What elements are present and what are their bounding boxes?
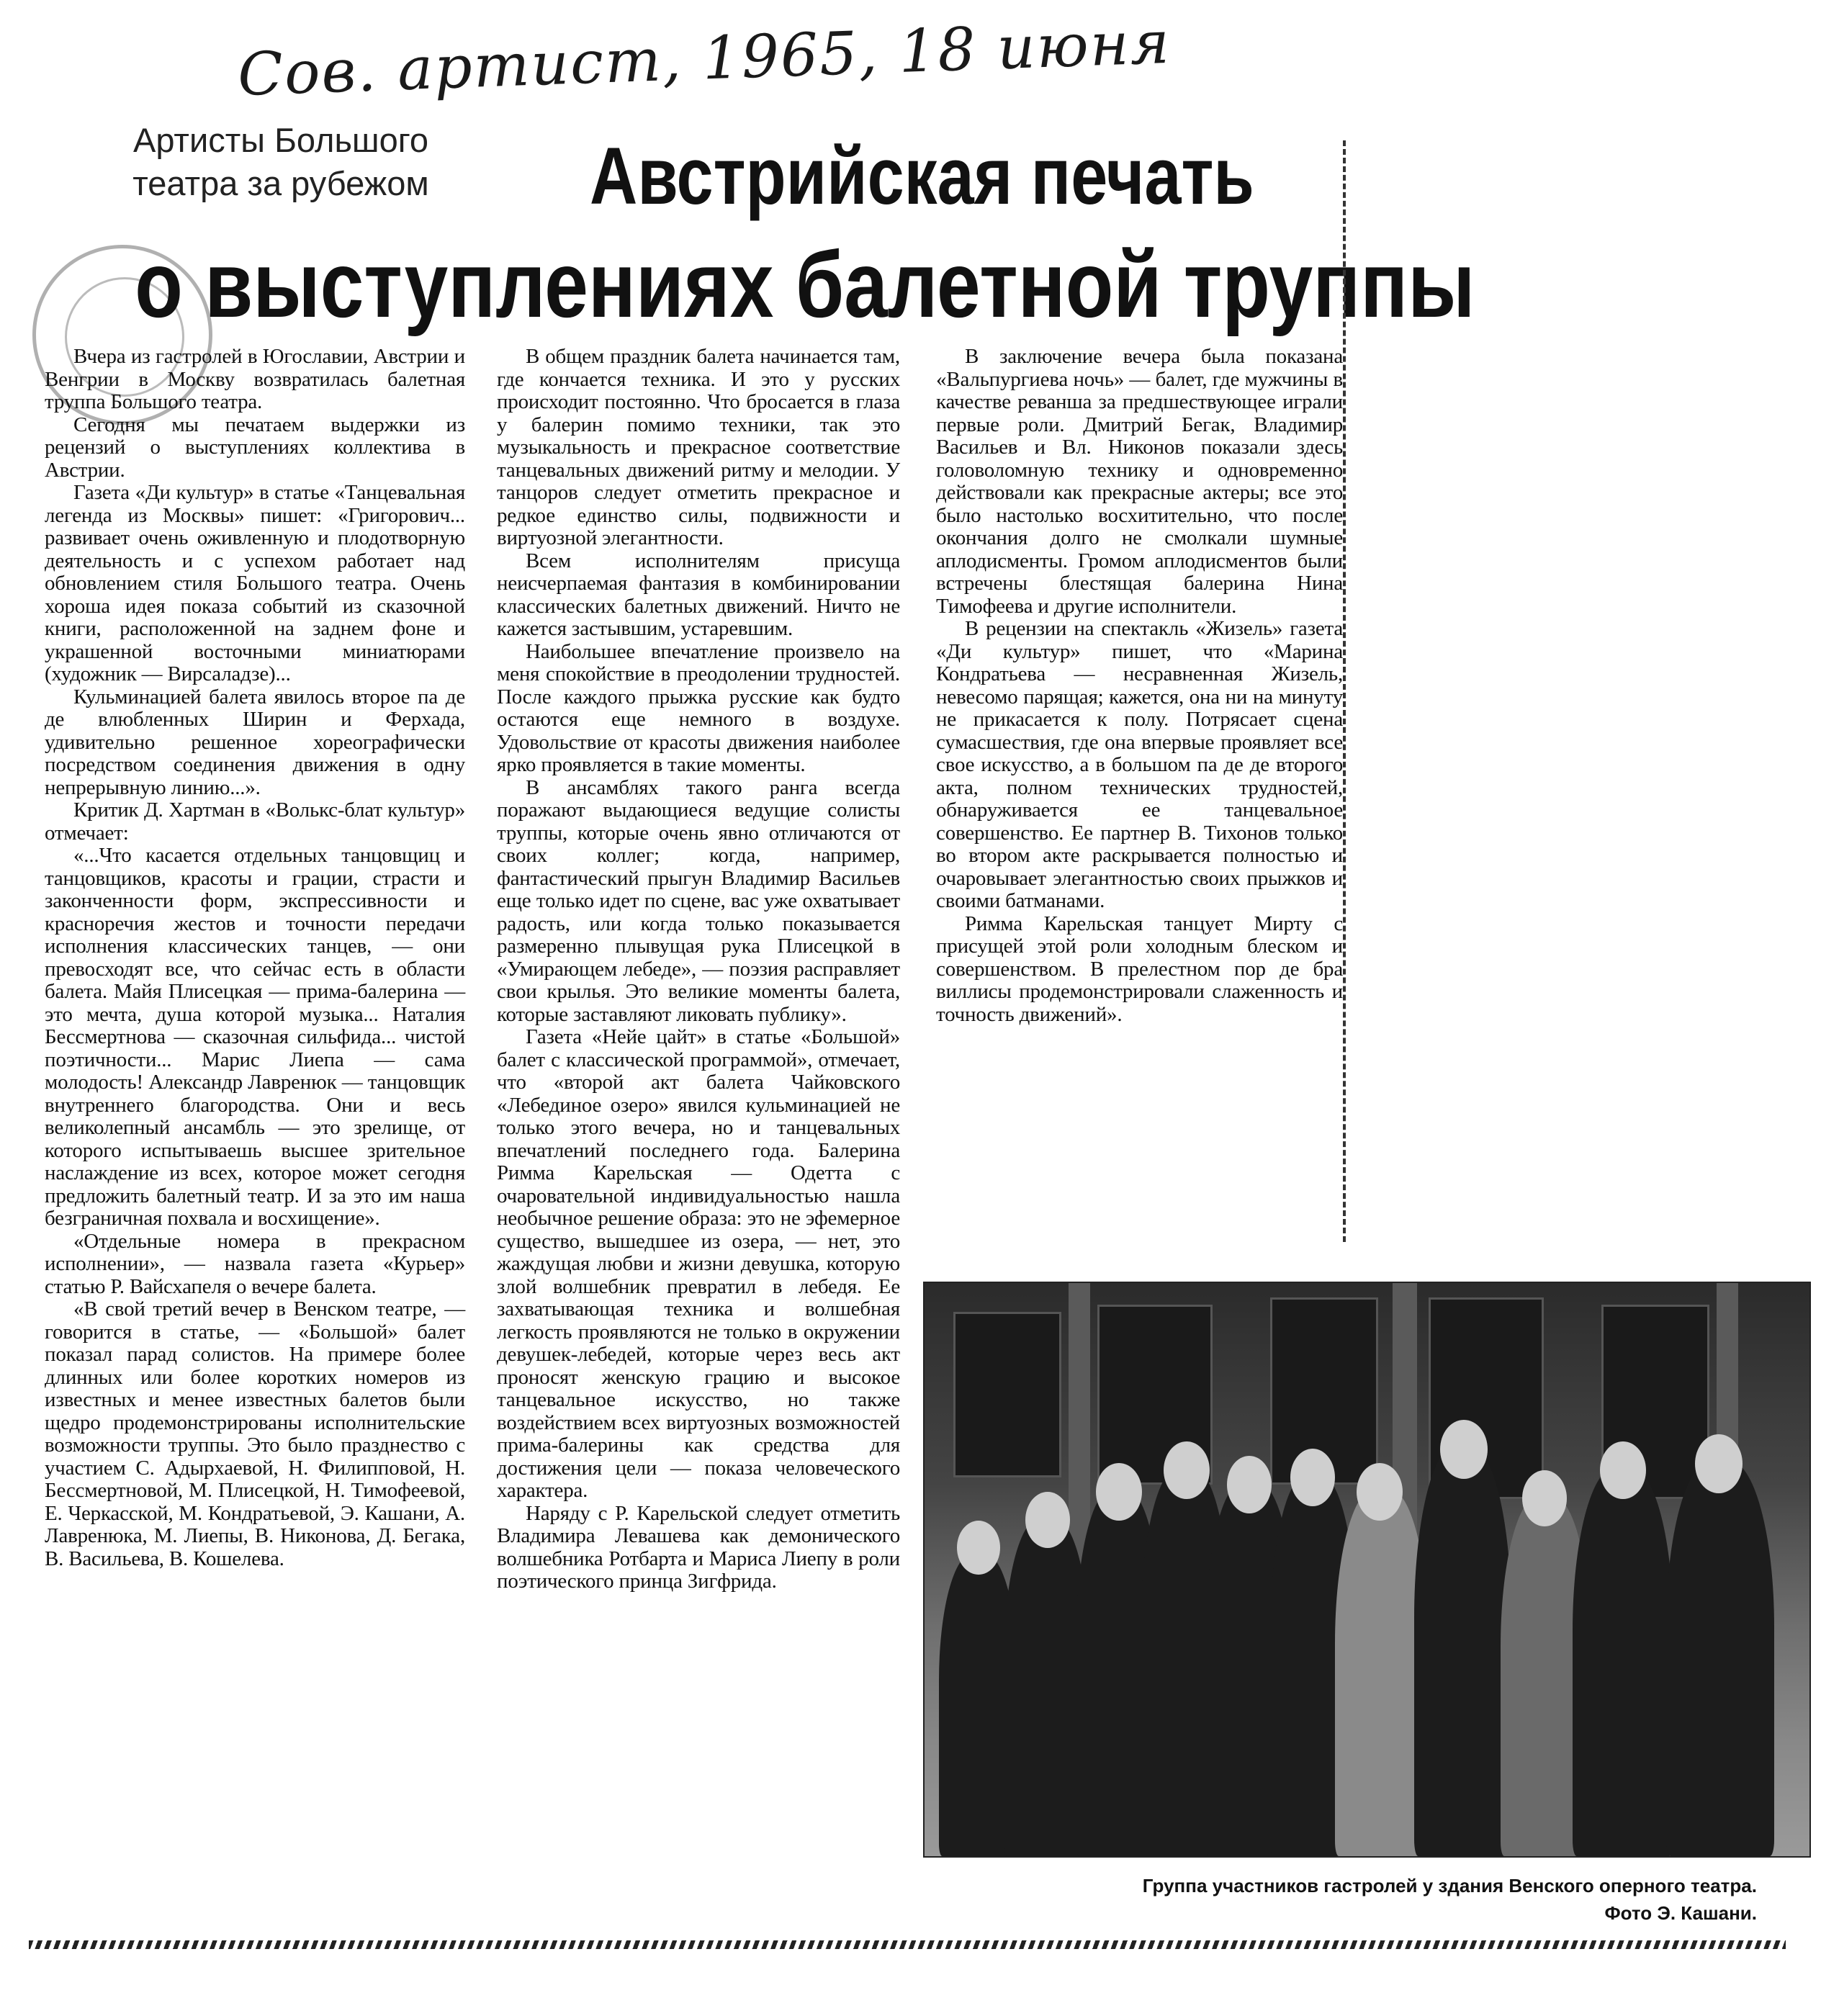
paragraph: Критик Д. Хартман в «Волькс-блат культур» отмечает: bbox=[45, 798, 465, 845]
rubric bbox=[72, 119, 490, 205]
paragraph: Кульминацией балета явилось второе па де де влюбленных Ширин и Ферхада, удивительно решенное хореографически посредством соединения движения в одну непрерывную линию...». bbox=[45, 685, 465, 799]
article-column-2 bbox=[497, 346, 900, 1593]
paragraph: В заключение вечера была показана «Вальпургиева ночь» — балет, где мужчины в качестве реванша за предшествующее играли первые роли. Дмитрий Бегак, Владимир Васильев и Вл. Никонов показали здесь головоломную технику и одновременно действовали как прекрасные актеры; все это было настолько восхитительно, что после окончания долго не смолкали шумные аплодисменты. Громом аплодисментов были встречены блестящая балерина Нина Тимофеева и другие исполнители. bbox=[936, 345, 1343, 618]
paragraph: Газета «Нейе цайт» в статье «Большой» балет с классической программой», отмечает, что «второй акт балета Чайковского «Лебединое озеро» явился кульминацией не только этого вечера, но и танцевальных впечатлений последнего года. Балерина Римма Карельская — Одетта с очаровательной индивидуальностью нашла необычное решение образа: это не эфемерное существо, вышедшее из озера, — нет, это жаждущая любви и жизни девушка, которую злой волшебник превратил в лебедя. Ее захватывающая техника и волшебная легкость проявляются не только в окружении девушек-лебедей, которые через весь акт проносят женскую грацию и высокое танцевальное искусство, но также воздействием всех виртуозных возможностей прима-балерины как средства для достижения цели — показа человеческого характера. bbox=[497, 1025, 900, 1502]
person-head bbox=[1695, 1434, 1743, 1493]
headline-line-1: Австрийская печать bbox=[590, 131, 1254, 221]
person-head bbox=[1440, 1420, 1488, 1479]
column-rule bbox=[1343, 140, 1346, 1242]
paragraph: Наибольшее впечатление произвело на меня спокойствие в преодолении трудностей. После каждого прыжка русские как будто остаются еще немного в воздухе. Удовольствие от красоты движения наиболее ярко проявляется в такие моменты. bbox=[497, 639, 900, 776]
paragraph: В ансамблях такого ранга всегда поражают выдающиеся ведущие солисты труппы, которые очень явно отличаются от своих коллег; когда, например, фантастический прыгун Владимир Васильев еще только идет по сцене, вас уже охватывает радость, или когда только показывается размеренно плывущая рука Плисецкой в «Умирающем лебеде», — поэзия расправляет свои крылья. Это великие моменты балета, которые заставляют ликовать публику». bbox=[497, 775, 900, 1026]
building-window bbox=[953, 1312, 1061, 1477]
paragraph: В рецензии на спектакль «Жизель» газета «Ди культур» пишет, что «Марина Кондратьева — несравненная Жизель, невесомо парящая; кажется, она ни на минуту не прикасается к полу. Потрясает сцена сумасшествия, где она впервые проявляет все свое искусство, а в большом па де де второго акта, полном технических трудностей, обнаруживается ее танцевальное совершенство. Ее партнер В. Тихонов только во втором акте раскрывается полностью и очаровывает элегантностью своих прыжков и своими батманами. bbox=[936, 617, 1343, 912]
paragraph: Газета «Ди культур» в статье «Танцевальная легенда из Москвы» пишет: «Григорович... развивает очень оживленную и плодотворную деятельность и с успехом работает над обновлением стиля Большого театра. Очень хороша идея показа событий из сказочной книги, расположенной на заднем фоне и украшенной восточными миниатюрами (художник — Вирсаладзе)... bbox=[45, 481, 465, 685]
article-column-1 bbox=[45, 346, 465, 1570]
handwritten-note: Сов. артист, 1965, 18 июня bbox=[236, 8, 1172, 110]
person-head bbox=[1025, 1492, 1070, 1548]
photo-credit: Фото Э. Кашани. bbox=[1604, 1902, 1757, 1924]
bottom-rule bbox=[29, 1940, 1786, 1949]
group-photo bbox=[923, 1282, 1811, 1858]
person-head bbox=[1096, 1463, 1142, 1521]
person-head bbox=[1290, 1449, 1335, 1506]
photo-caption bbox=[929, 1872, 1757, 1927]
person-head bbox=[1522, 1470, 1567, 1526]
photo-caption-text: Группа участников гастролей у здания Венского оперного театра. bbox=[1142, 1875, 1757, 1896]
person-head bbox=[957, 1521, 1000, 1575]
paragraph: Всем исполнителям присуща неисчерпаемая фантазия в комбинировании классических балетных движений. Ничто не кажется застывшим, устаревшим. bbox=[497, 549, 900, 640]
person-head bbox=[1227, 1456, 1272, 1513]
paragraph: «Отдельные номера в прекрасном исполнении», — назвала газета «Курьер» статью Р. Вайсхапеля о вечере балета. bbox=[45, 1229, 465, 1298]
headline-line-2: о выступлениях балетной труппы bbox=[135, 232, 1475, 337]
person bbox=[1666, 1460, 1774, 1856]
paragraph: Сегодня мы печатаем выдержки из рецензий о выступлениях коллектива в Австрии. bbox=[45, 413, 465, 482]
paragraph: Вчера из гастролей в Югославии, Австрии и Венгрии в Москву возвратилась балетная труппа Большого театра. bbox=[45, 345, 465, 413]
paragraph: «В свой третий вечер в Венском театре, — говорится в статье, — «Большой» балет показал парад солистов. На примере более длинных или более коротких номеров из известных и менее известных балетов были щедро продемонстрированы исполнительские возможности труппы. Это было празднество с участием С. Адырхаевой, Н. Филипповой, Н. Бессмертновой, М. Плисецкой, Н. Тимофеевой, Е. Черкасской, М. Кондратьевой, Э. Кашани, А. Лавренюка, М. Лиепы, В. Никонова, Д. Бегака, В. Васильева, В. Кошелева. bbox=[45, 1297, 465, 1570]
rubric-line-1: Артисты Большого bbox=[132, 121, 429, 159]
person-head bbox=[1600, 1441, 1646, 1499]
article-column-3 bbox=[936, 346, 1343, 1026]
paragraph: Наряду с Р. Карельской следует отметить Владимира Левашева как демонического волшебника Ротбарта и Мариса Лиепу в роли поэтического принца Зигфрида. bbox=[497, 1501, 900, 1593]
rubric-line-2: театра за рубежом bbox=[132, 164, 429, 202]
person bbox=[1573, 1467, 1673, 1856]
paragraph: «...Что касается отдельных танцовщиц и танцовщиков, красоты и грации, страсти и законченности форм, экспрессивности и красноречия жестов и точности передачи исполнения классических танцев, — они превосходят все, что сейчас есть в области балета. Майя Плисецкая — прима-балерина — это мечта, душа которой музыка... Наталия Бессмертнова — сказочная сильфида... чистой поэтичности... Марис Лиепа — сама молодость! Александр Лавренюк — танцовщик внутреннего благородства. Они и весь великолепный ансамбль — это зрелище, от которого испытываешь высшее зрительное наслаждение из всех, которое может сегодня предложить балетный театр. И за это им наша безграничная похвала и восхищение». bbox=[45, 844, 465, 1230]
paragraph: Римма Карельская танцует Мирту с присущей этой роли холодным блеском и совершенством. В прелестном пор де бра виллисы продемонстрировали слаженность и точность движений». bbox=[936, 912, 1343, 1026]
paragraph: В общем праздник балета начинается там, где кончается техника. И это у русских происходит постоянно. Что бросается в глаза у балерин помимо техники, так это музыкальность и прекрасное соответствие танцевальных движений ритму и мелодии. У танцоров следует отметить прекрасное и редкое единство силы, подвижности и виртуозной элегантности. bbox=[497, 345, 900, 549]
person-head bbox=[1164, 1441, 1210, 1499]
person-head bbox=[1357, 1463, 1403, 1521]
person bbox=[1414, 1446, 1511, 1856]
